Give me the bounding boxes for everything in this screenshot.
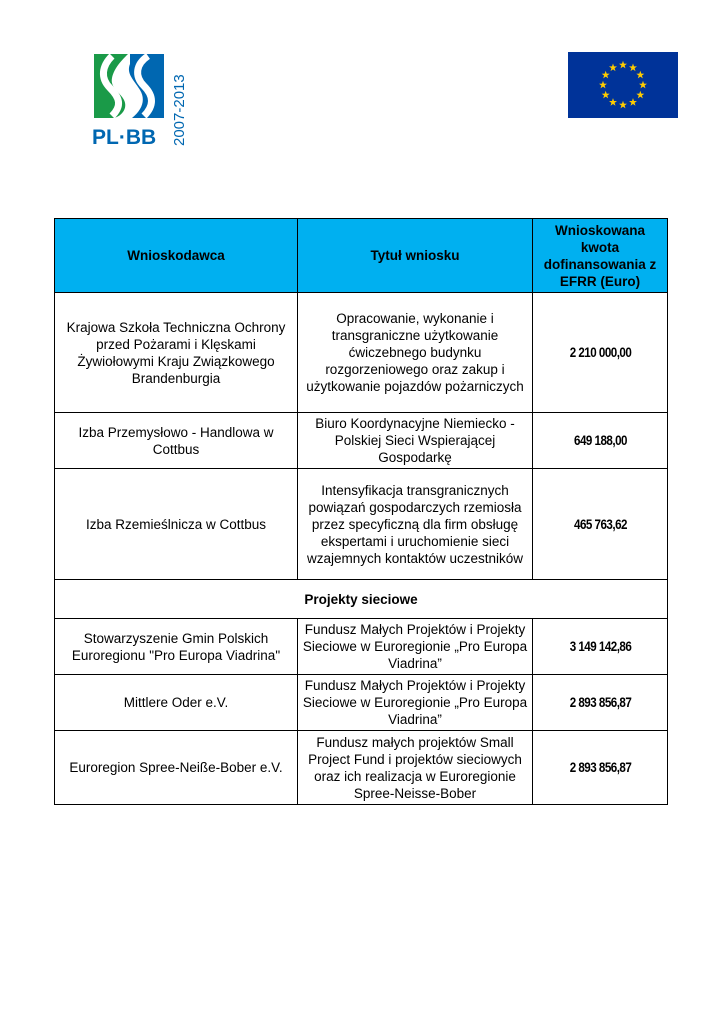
applicant-cell: Krajowa Szkoła Techniczna Ochrony przed Pożarami i Klęskami Żywiołowymi Kraju Związkowego Brandenburgia: [55, 293, 298, 413]
applicant-cell: Izba Przemysłowo - Handlowa w Cottbus: [55, 413, 298, 469]
title-cell: Intensyfikacja transgranicznych powiązań gospodarczych rzemiosła przez specyficzną dla firm obsługę ekspertami i uruchomienie sieci wzajemnych kontaktów uczestników: [298, 469, 533, 580]
grants-table: [54, 218, 668, 805]
table-header-row: [55, 219, 668, 293]
header-amount: Wnioskowana kwota dofinansowania z EFRR (Euro): [533, 219, 668, 293]
amount-cell: 3 149 142,86: [542, 619, 658, 675]
table-row: [55, 731, 668, 805]
applicant-cell: Stowarzyszenie Gmin Polskich Euroregionu "Pro Europa Viadrina": [55, 619, 298, 675]
logo-text: PL·BB: [92, 126, 157, 148]
program-logo: [92, 48, 192, 148]
applicant-cell: Mittlere Oder e.V.: [55, 675, 298, 731]
title-cell: Opracowanie, wykonanie i transgraniczne użytkowanie ćwiczebnego budynku rozgorzeniowego oraz zakup i użytkowanie pojazdów pożarniczych: [298, 293, 533, 413]
table-row: [55, 413, 668, 469]
section-title: Projekty sieciowe: [55, 580, 668, 619]
amount-cell: 2 893 856,87: [542, 731, 658, 805]
eu-flag: [568, 52, 678, 118]
section-row: [55, 580, 668, 619]
title-cell: Biuro Koordynacyjne Niemiecko - Polskiej Sieci Wspierającej Gospodarkę: [298, 413, 533, 469]
title-cell: Fundusz małych projektów Small Project Fund i projektów sieciowych oraz ich realizacja w Euroregionie Spree-Neisse-Bober: [298, 731, 533, 805]
header-applicant: Wnioskodawca: [55, 219, 298, 293]
table-row: [55, 675, 668, 731]
amount-cell: 2 210 000,00: [542, 293, 658, 413]
applicant-cell: Euroregion Spree-Neiße-Bober e.V.: [55, 731, 298, 805]
header-title: Tytuł wniosku: [298, 219, 533, 293]
amount-cell: 2 893 856,87: [542, 675, 658, 731]
table-row: [55, 469, 668, 580]
title-cell: Fundusz Małych Projektów i Projekty Sieciowe w Euroregionie „Pro Europa Viadrina”: [298, 619, 533, 675]
logo-years: 2007-2013: [171, 74, 188, 146]
title-cell: Fundusz Małych Projektów i Projekty Sieciowe w Euroregionie „Pro Europa Viadrina”: [298, 675, 533, 731]
applicant-cell: Izba Rzemieślnicza w Cottbus: [55, 469, 298, 580]
table-row: [55, 293, 668, 413]
table-row: [55, 619, 668, 675]
amount-cell: 465 763,62: [542, 469, 658, 580]
amount-cell: 649 188,00: [542, 413, 658, 469]
